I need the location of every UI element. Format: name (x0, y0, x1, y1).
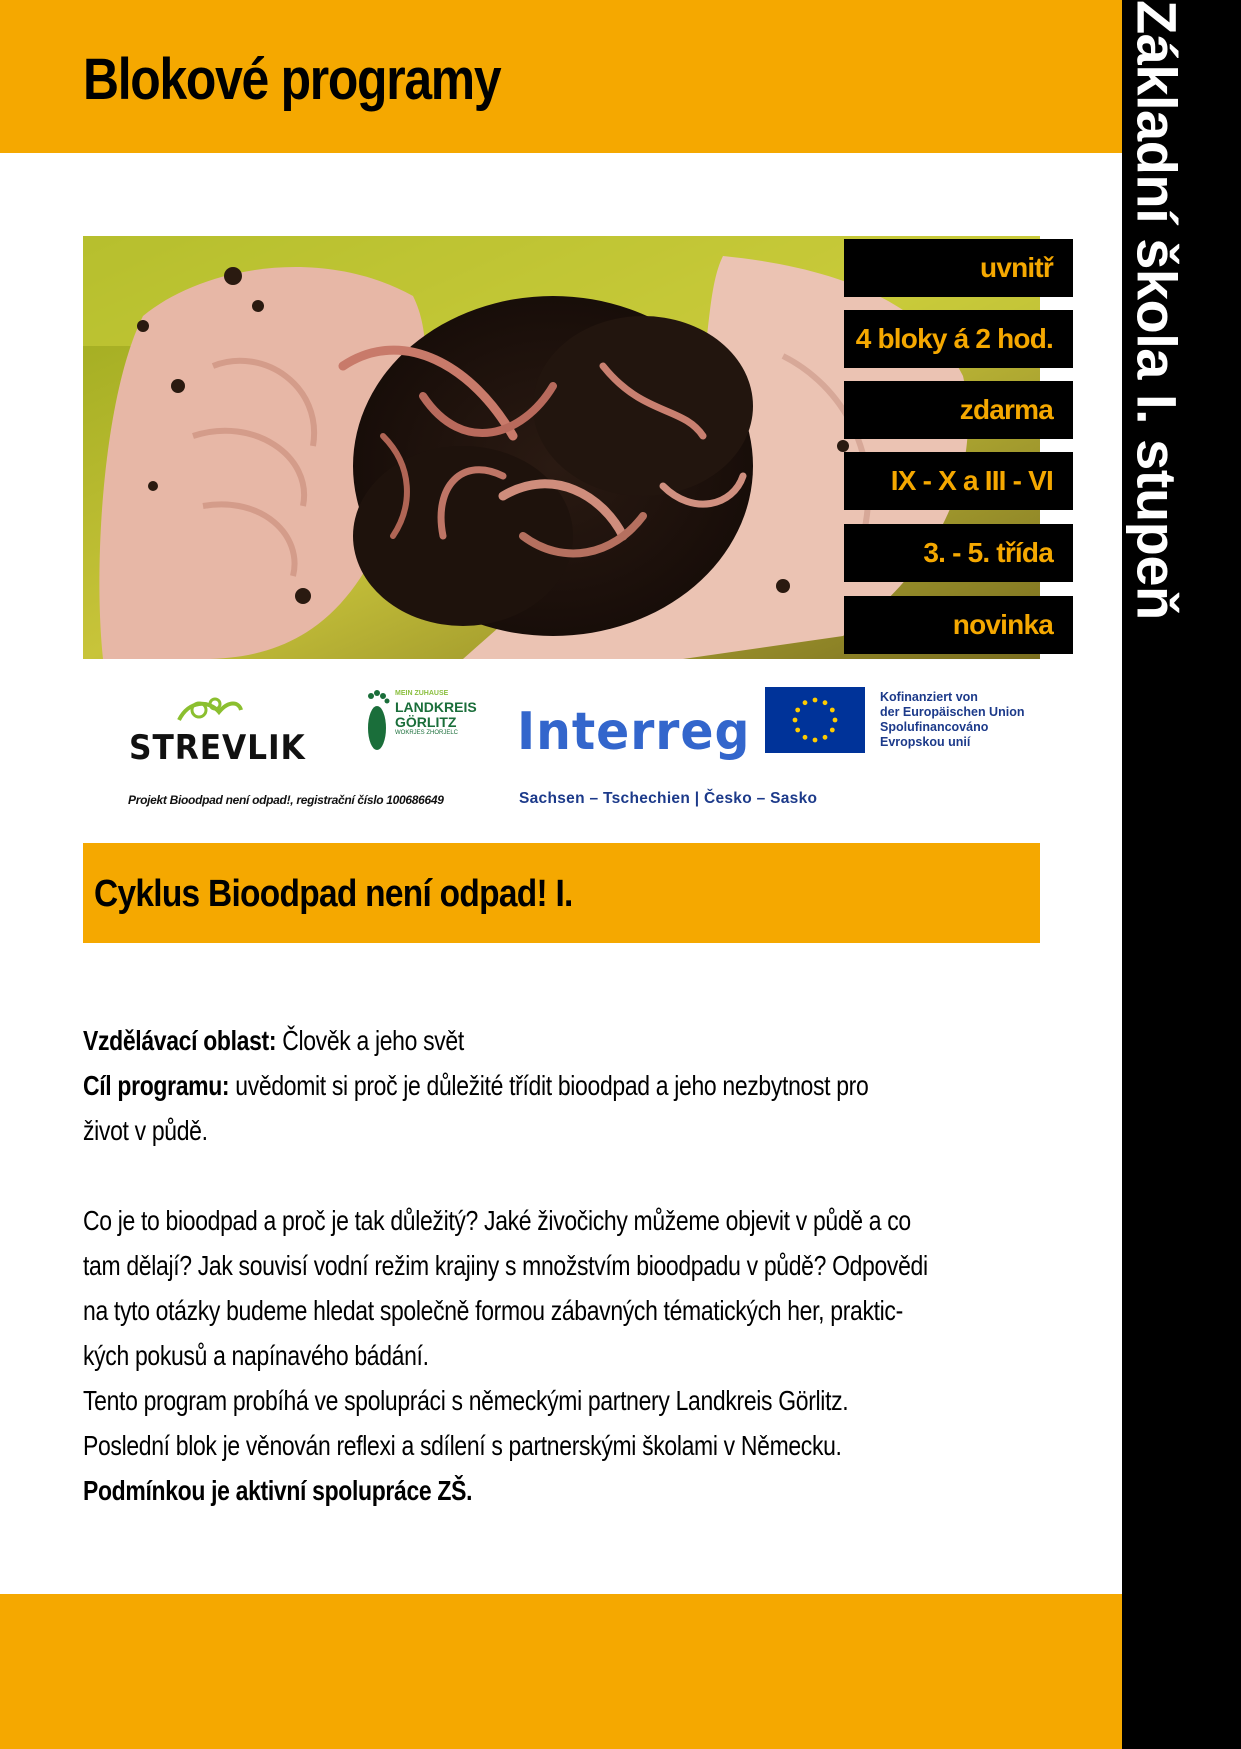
cycle-band (83, 843, 1040, 943)
landkreis-name-2: GÖRLITZ (395, 714, 457, 730)
strevlik-beetle-icon (169, 690, 249, 730)
eu-cofinancing-text (880, 690, 1024, 750)
page-title: Blokové programy (83, 47, 501, 112)
condition-text: Podmínkou je aktivní spolupráce ZŠ. (83, 1475, 473, 1506)
condition-line (83, 1468, 1040, 1513)
description-line-1: Co je to bioodpad a proč je tak důležitý? Jaké živočichy můžeme objevit v půdě a co (83, 1205, 911, 1236)
goal-value: uvědomit si proč je důležité třídit bioodpad a jeho nezbytnost pro (229, 1070, 869, 1101)
area-line (83, 1018, 1040, 1063)
cycle-title: Cyklus Bioodpad není odpad! I. (94, 873, 573, 915)
eu-text-line-4: Evropskou unií (880, 735, 971, 749)
eu-stars-icon (765, 687, 865, 753)
project-registration-note: Projekt Bioodpad není odpad!, registrační číslo 100686649 (128, 793, 444, 807)
eu-text-line-3: Spolufinancováno (880, 720, 989, 734)
description-line-2: tam dělají? Jak souvisí vodní režim krajiny s množstvím bioodpadu v půdě? Odpovědi (83, 1250, 928, 1281)
landkreis-logo (363, 686, 477, 766)
landkreis-tagline: MEIN ZUHAUSE (395, 690, 449, 697)
goal-label: Cíl programu: (83, 1070, 230, 1101)
eu-text-line-2: der Europäischen Union (880, 705, 1025, 719)
area-value: Člověk a jeho svět (276, 1025, 464, 1056)
eu-flag-icon (765, 687, 865, 753)
strevlik-wordmark: STREVLIK (129, 728, 306, 768)
landkreis-name-1: LANDKREIS (395, 699, 477, 715)
tag-price: zdarma (844, 381, 1073, 439)
interreg-wordmark: Interreg (517, 702, 751, 762)
program-description (83, 1018, 1040, 1513)
eu-text-line-1: Kofinanziert von (880, 690, 978, 704)
tag-new: novinka (844, 596, 1073, 654)
landkreis-sorbian: WOKRJES ZHORJELC (395, 730, 459, 736)
area-label: Vzdělávací oblast: (83, 1025, 277, 1056)
goal-line-2: život v půdě. (83, 1115, 208, 1146)
tag-location: uvnitř (844, 239, 1073, 297)
partner-line: Tento program probíhá ve spolupráci s německými partnery Landkreis Görlitz. (83, 1385, 849, 1416)
interreg-region: Sachsen – Tschechien | Česko – Sasko (519, 790, 818, 807)
reflection-line: Poslední blok je věnován reflexi a sdílení s partnerskými školami v Německu. (83, 1430, 842, 1461)
tag-grade: 3. - 5. třída (844, 524, 1073, 582)
footprint-icon (363, 686, 391, 758)
partner-logos (83, 680, 1043, 820)
side-bar-label: Základní škola I. stupeň (1125, 0, 1189, 620)
goal-line (83, 1063, 1040, 1108)
tag-duration: 4 bloky á 2 hod. (844, 310, 1073, 368)
description-line-3: na tyto otázky budeme hledat společně formou zábavných tématických her, praktic- (83, 1295, 903, 1326)
description-line-4: kých pokusů a napínavého bádání. (83, 1340, 429, 1371)
header-band (0, 0, 1122, 153)
footer-band (0, 1594, 1122, 1749)
side-bar-label-wrap (1122, 0, 1192, 620)
tag-months: IX - X a III - VI (844, 452, 1073, 510)
strevlik-logo (129, 696, 309, 766)
